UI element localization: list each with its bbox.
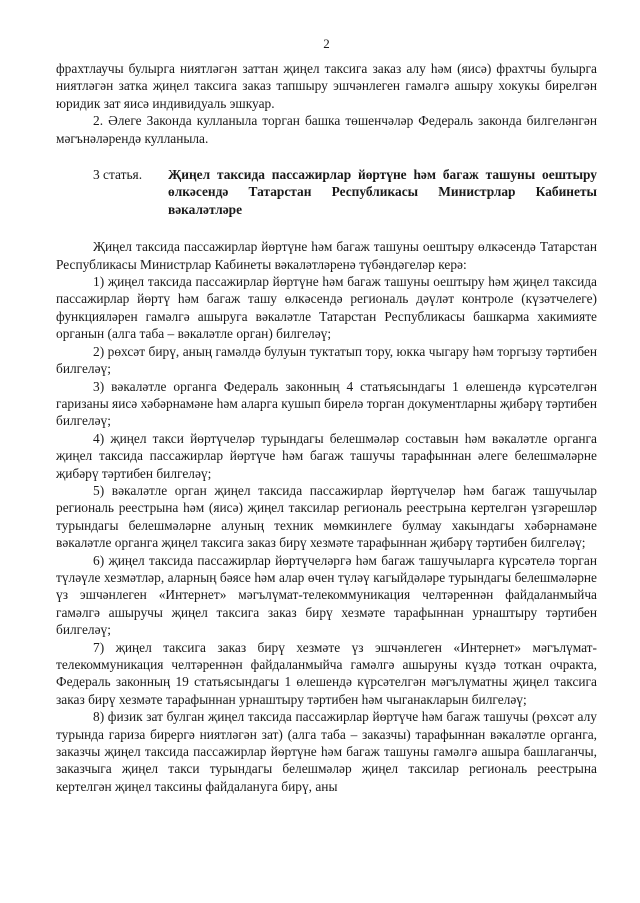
intro-paragraph-definitions: 2. Әлеге Законда кулланыла торган башка төшенчәләр Федераль законда билгеләнгән мәгънәләрендә кулланыла.	[56, 113, 597, 146]
article-heading	[56, 166, 597, 218]
article-number: 3 статья.	[93, 167, 143, 183]
body-paragraph-item-1: 1) җиңел таксида пассажирлар йөртүне һәм багаж ташуны оештыру һәм җиңел таксида пассажирлар йөртү һәм багаж ташу өлкәсендә региональ дәүләт контроле (күзәтчелеге) функцияләрен гамәлгә ашыруга вәкаләтле Татарстан Республикасы башкарма хакимияте органын (алга таба – вәкаләтле орган) билгеләү;	[56, 274, 597, 342]
body-paragraph-intro: Җиңел таксида пассажирлар йөртүне һәм багаж ташуны оештыру өлкәсендә Татарстан Республикасы Министрлар Кабинеты вәкаләтләренә түбәндәгеләр керә:	[56, 239, 597, 272]
body-paragraph-item-3: 3) вәкаләтле органга Федераль законның 4 статьясындагы 1 өлешендә күрсәтелгән гаризаны яисә хәбәрнамәне һәм аларга кушып бирелә торган документларны җибәрү тәртибен билгеләү;	[56, 378, 598, 429]
body-paragraph-item-4: 4) җиңел такси йөртүчеләр турындагы белешмәләр составын һәм вәкаләтле органга җиңел таксида пассажирлар йөртүче һәм багаж ташучы тарафыннан әлеге белешмәләрне җибәрү тәртибен билгеләү;	[56, 430, 597, 481]
body-paragraph-item-5: 5) вәкаләтле орган җиңел таксида пассажирлар йөртүчеләр һәм багаж ташучылар региональ реестрына һәм (яисә) җиңел таксилар региональ реестрына кертелгән үзгәрешләр турындагы белешмәләрне алуның техник мөмкинлеге булмау хакындагы хәбәрнамәне вәкаләтле органга җиңел таксига заказ бирү хезмәте тарафыннан җибәрү тәртибен билгеләү;	[56, 482, 597, 551]
intro-paragraph-continuation: фрахтлаучы булырга ниятләгән заттан җиңел таксига заказ алу һәм (яисә) фрахтчы булырга ниятләгән затка җиңел таксига заказ тапшыру эшчәнлеген гамәлгә ашыру хокукы бирелгән юридик зат яисә индивидуаль эшкуар.	[56, 61, 597, 111]
body-paragraph-item-7: 7) җиңел таксига заказ бирү хезмәте үз эшчәнлеген «Интернет» мәгълүмат-телекоммуникация челтәреннән файдаланмыйча гамәлгә ашыруны күздә тоткан очракта, Федераль законның 19 статьясындагы 1 өлешендә күрсәтелгән мәгълүматны җиңел таксига заказ бирү хезмәте тарафыннан урнаштыру тәртибен һәм чыганакларын билгеләү;	[56, 639, 597, 707]
body-paragraph-item-2: 2) рөхсәт бирү, аның гамәлдә булуын туктатып тору, юкка чыгару һәм торгызу тәртибен билгеләү;	[56, 343, 597, 377]
article-title: Җиңел таксида пассажирлар йөртүне һәм багаж ташуны оештыру өлкәсендә Татарстан Республикасы Министрлар Кабинеты вәкаләтләре	[168, 167, 597, 217]
page-number: 2	[323, 36, 330, 51]
body-paragraph-item-8: 8) физик зат булган җиңел таксида пассажирлар йөртүче һәм багаж ташучы (рөхсәт алу турында гариза бирергә ниятләгән зат) (алга таба – заказчы) тарафыннан вәкаләтле органга, заказчы җиңел таксида пассажирлар йөртүне һәм багаж ташуны гамәлгә ашыра башлаганчы, заказчыга җиңел такси турындагы белешмәләр җиңел таксилар региональ реестрына кертелгән җиңел таксины файдалануга бирү, аны	[56, 709, 597, 794]
body-paragraph-item-6: 6) җиңел таксида пассажирлар йөртүчеләргә һәм багаж ташучыларга күрсәтелә торган түләүле хезмәтләр, аларның бәясе һәм алар өчен түләү кагыйдәләре турындагы белешмәләрне үз эшчәнлеген «Интернет» мәгълүмат-телекоммуникация челтәреннән файдаланмыйча гамәлгә ашыручы җиңел таксига заказ бирү хезмәте тарафыннан урнаштыру тәртибен билгеләү;	[56, 552, 597, 638]
